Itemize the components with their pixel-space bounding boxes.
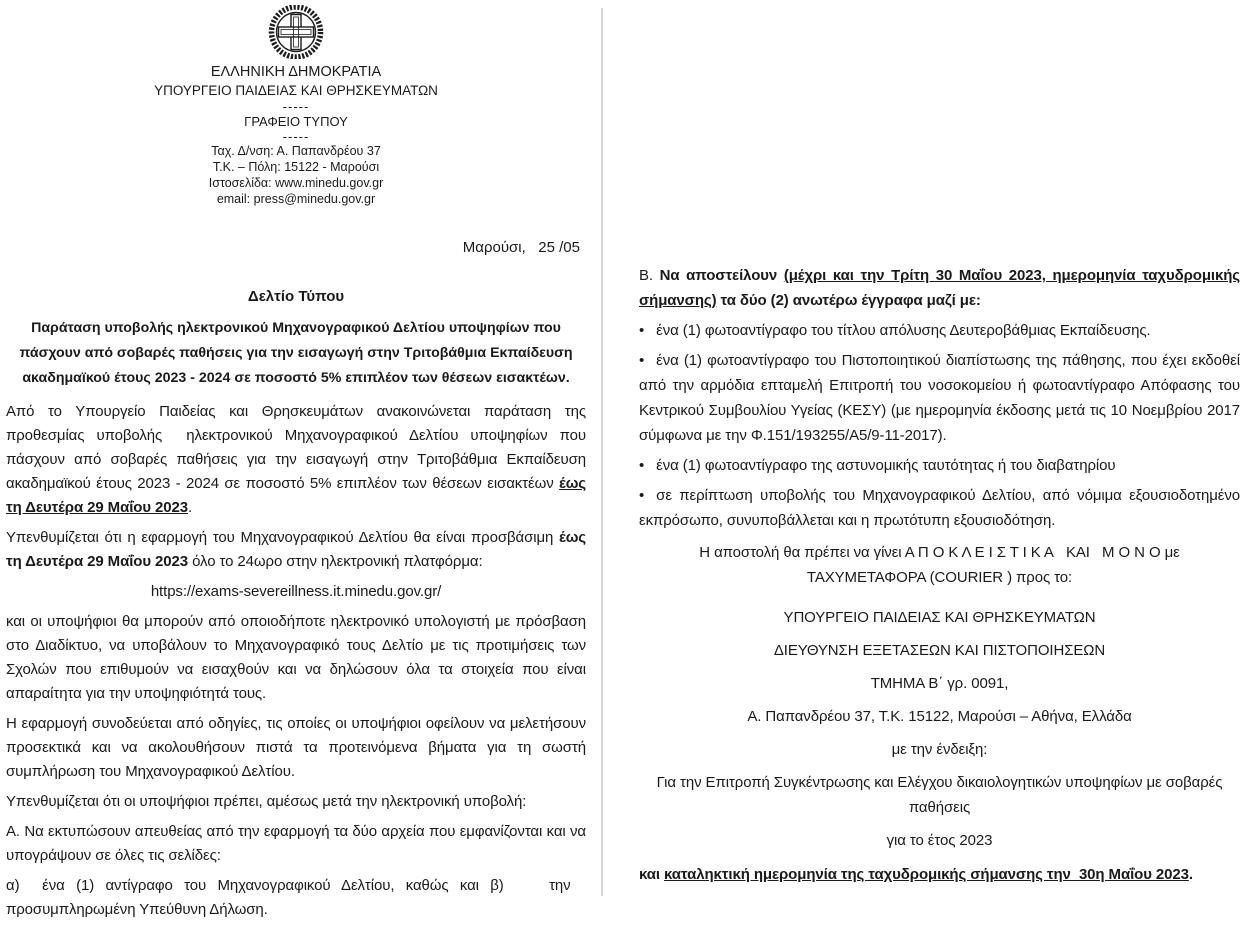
deadline-prefix: και	[639, 866, 665, 883]
bullet-item-diploma	[639, 318, 1240, 343]
deadline-date-emphasis: έως τη Δευτέρα 29 Μαΐου 2023	[6, 475, 586, 516]
letterhead-website-line: Ιστοσελίδα: www.minedu.gov.gr	[208, 176, 384, 190]
bullet-icon: •	[639, 487, 645, 504]
letterhead-email-line: email: press@minedu.gov.gr	[216, 192, 376, 206]
letterhead	[6, 0, 586, 207]
print-documents-paragraph: Α. Να εκτυπώσουν απευθείας από την εφαρμογή τα δύο αρχεία που εμφανίζονται και να υπογράψουν σε όλες τις σελίδες:	[6, 823, 586, 864]
paragraph-text: Υπενθυμίζεται ότι η εφαρμογή του Μηχανογραφικού Δελτίου θα είναι προσβάσιμη	[6, 529, 560, 546]
reminder-paragraph: Υπενθυμίζεται ότι οι υποψήφιοι πρέπει, αμέσως μετά την ηλεκτρονική υποβολή:	[6, 793, 527, 810]
courier-note: Η αποστολή θα πρέπει να γίνει Α Π Ο Κ Λ Ε Ι Σ Τ Ι Κ Α ΚΑΙ Μ Ο Ν Ο με ΤΑΧΥΜΕΤΑΦΟΡΑ (COURIER ) προς το:	[699, 544, 1180, 586]
bullet-text: ένα (1) φωτοαντίγραφο του τίτλου απόλυσης Δευτεροβάθμιας Εκπαίδευσης.	[656, 322, 1151, 339]
instructions-paragraph: Η εφαρμογή συνοδεύεται από οδηγίες, τις οποίες οι υποψήφιοι οφείλουν να μελετήσουν προσεκτικά και να ακολουθήσουν πιστά τα προτεινόμενα βήματα για τη σωστή συμπλήρωση του Μηχανογραφικού Δελτίου.	[6, 715, 586, 780]
platform-url[interactable]: https://exams-severeillness.it.minedu.gov.gr/	[150, 583, 442, 600]
paragraph-text: .	[188, 499, 193, 516]
letterhead-postal-line: Τ.Κ. – Πόλη: 15122 - Μαρούσι	[212, 160, 380, 174]
letterhead-press-office-line: ΓΡΑΦΕΙΟ ΤΥΠΟΥ	[244, 114, 348, 129]
letterhead-separator: -----	[282, 129, 310, 144]
bullet-icon: •	[639, 352, 645, 369]
bullet-text: σε περίπτωση υποβολής του Μηχανογραφικού Δελτίου, από νόμιμα εξουσιοδοτημένο εκπρόσωπο, συνυποβάλλεται και η πρωτότυπη εξουσιοδότηση.	[639, 487, 1240, 529]
postmark-final-deadline-emphasis: καταληκτική ημερομηνία της ταχυδρομικής σήμανσης την 30η Μαΐου 2023	[664, 866, 1189, 883]
candidates-submission-paragraph: και οι υποψήφιοι θα μπορούν από οποιοδήποτε ηλεκτρονικό υπολογιστή με πρόσβαση στο Διαδίκτυο, να υποβάλουν το Μηχανογραφικό τους Δελτίο με τις προτιμήσεις των Σχολών που επιθυμούν να εισαχθούν και να δηλώσουν όλα τα στοιχεία που είναι απαραίτητα για την υποψηφιότητά τους.	[6, 613, 586, 702]
paragraph-text: Από το Υπουργείο Παιδείας και Θρησκευμάτων ανακοινώνεται παράταση της προθεσμίας υποβολής ηλεκτρονικού Μηχανογραφικού Δελτίου υποψηφίων που πάσχουν από σοβαρές παθήσεις για την εισαγωγή στην Τριτοβάθμια Εκπαίδευση ακαδημαϊκού έτους 2023 - 2024 σε ποσοστό 5% επιπλέον των θέσεων εισακτέων	[6, 403, 586, 492]
recipient-department-line: ΤΜΗΜΑ Β΄ γρ. 0091,	[870, 675, 1009, 692]
bullet-icon: •	[639, 457, 645, 474]
bullet-item-identity	[639, 453, 1240, 478]
extension-announcement-paragraph	[6, 400, 586, 520]
section-b-bold: τα δύο (2) ανωτέρω έγγραφα μαζί με:	[716, 292, 981, 309]
page-divider	[601, 8, 603, 896]
section-b-prefix: Β.	[639, 267, 660, 284]
bullet-icon: •	[639, 322, 645, 339]
indication-label: με την ένδειξη:	[891, 741, 988, 758]
bullet-item-authorization	[639, 483, 1240, 533]
bullet-text: ένα (1) φωτοαντίγραφο της αστυνομικής ταυτότητας ή του διαβατηρίου	[656, 457, 1116, 474]
letterhead-republic-line: ΕΛΛΗΝΙΚΗ ΔΗΜΟΚΡΑΤΙΑ	[210, 64, 382, 80]
deadline-tail: .	[1188, 866, 1193, 883]
letterhead-ministry-line: ΥΠΟΥΡΓΕΙΟ ΠΑΙΔΕΙΑΣ ΚΑΙ ΘΡΗΣΚΕΥΜΑΤΩΝ	[154, 83, 438, 98]
right-page	[639, 0, 1240, 887]
deadline-date-emphasis: έως τη Δευτέρα 29 Μαΐου 2023	[6, 529, 586, 570]
recipient-address-line: Α. Παπανδρέου 37, Τ.Κ. 15122, Μαρούσι – Αθήνα, Ελλάδα	[747, 708, 1132, 725]
section-b-paragraph	[639, 263, 1240, 313]
bullet-item-certificate	[639, 348, 1240, 448]
greek-coat-of-arms-icon	[267, 5, 325, 59]
paragraph-text: όλο το 24ωρο στην ηλεκτρονική πλατφόρμα:	[188, 553, 483, 570]
letterhead-address-line: Ταχ. Δ/νση: Α. Παπανδρέου 37	[211, 144, 381, 158]
recipient-directorate-line: ΔΙΕΥΘΥΝΣΗ ΕΞΕΤΑΣΕΩΝ ΚΑΙ ΠΙΣΤΟΠΟΙΗΣΕΩΝ	[773, 642, 1106, 659]
document-title: Παράταση υποβολής ηλεκτρονικού Μηχανογραφικού Δελτίου υποψηφίων που πάσχουν από σοβαρές παθήσεις για την εισαγωγή στην Τριτοβάθμια Εκπαίδευση ακαδημαϊκού έτους 2023 - 2024 σε ποσοστό 5% επιπλέον των θέσεων εισακτέων.	[19, 320, 573, 386]
final-deadline-paragraph	[639, 862, 1240, 887]
committee-line: Για την Επιτροπή Συγκέντρωσης και Ελέγχου δικαιολογητικών υποψηφίων με σοβαρές παθήσεις	[656, 774, 1223, 816]
date-line: Μαρούσι, 25 /05	[462, 239, 580, 256]
section-b-bold: Να αποστείλουν	[659, 267, 784, 284]
postmark-deadline-emphasis: (μέχρι και την Τρίτη 30 Μαΐου 2023, ημερομηνία ταχυδρομικής σήμανσης)	[639, 267, 1240, 309]
left-page	[6, 0, 586, 928]
year-line: για το έτος 2023	[886, 832, 993, 849]
press-release-label: Δελτίο Τύπου	[247, 288, 345, 305]
platform-availability-paragraph	[6, 526, 586, 574]
bullet-text: ένα (1) φωτοαντίγραφο του Πιστοποιητικού διαπίστωσης της πάθησης, που έχει εκδοθεί από την αρμόδια επταμελή Επιτροπή του νοσοκομείου ή φωτοαντίγραφο Απόφασης του Κεντρικού Συμβουλίου Υγείας (ΚΕΣΥ) (με ημερομηνία έκδοσης μετά τις 10 Νοεμβρίου 2017 σύμφωνα με την Φ.151/193255/Α5/9-11-2017).	[639, 352, 1240, 444]
letterhead-separator: -----	[282, 99, 310, 114]
copies-list-paragraph: α) ένα (1) αντίγραφο του Μηχανογραφικού Δελτίου, καθώς και β) την προσυμπληρωμένη Υπεύθυνη Δήλωση.	[6, 877, 586, 918]
recipient-ministry-line: ΥΠΟΥΡΓΕΙΟ ΠΑΙΔΕΙΑΣ ΚΑΙ ΘΡΗΣΚΕΥΜΑΤΩΝ	[783, 609, 1096, 626]
